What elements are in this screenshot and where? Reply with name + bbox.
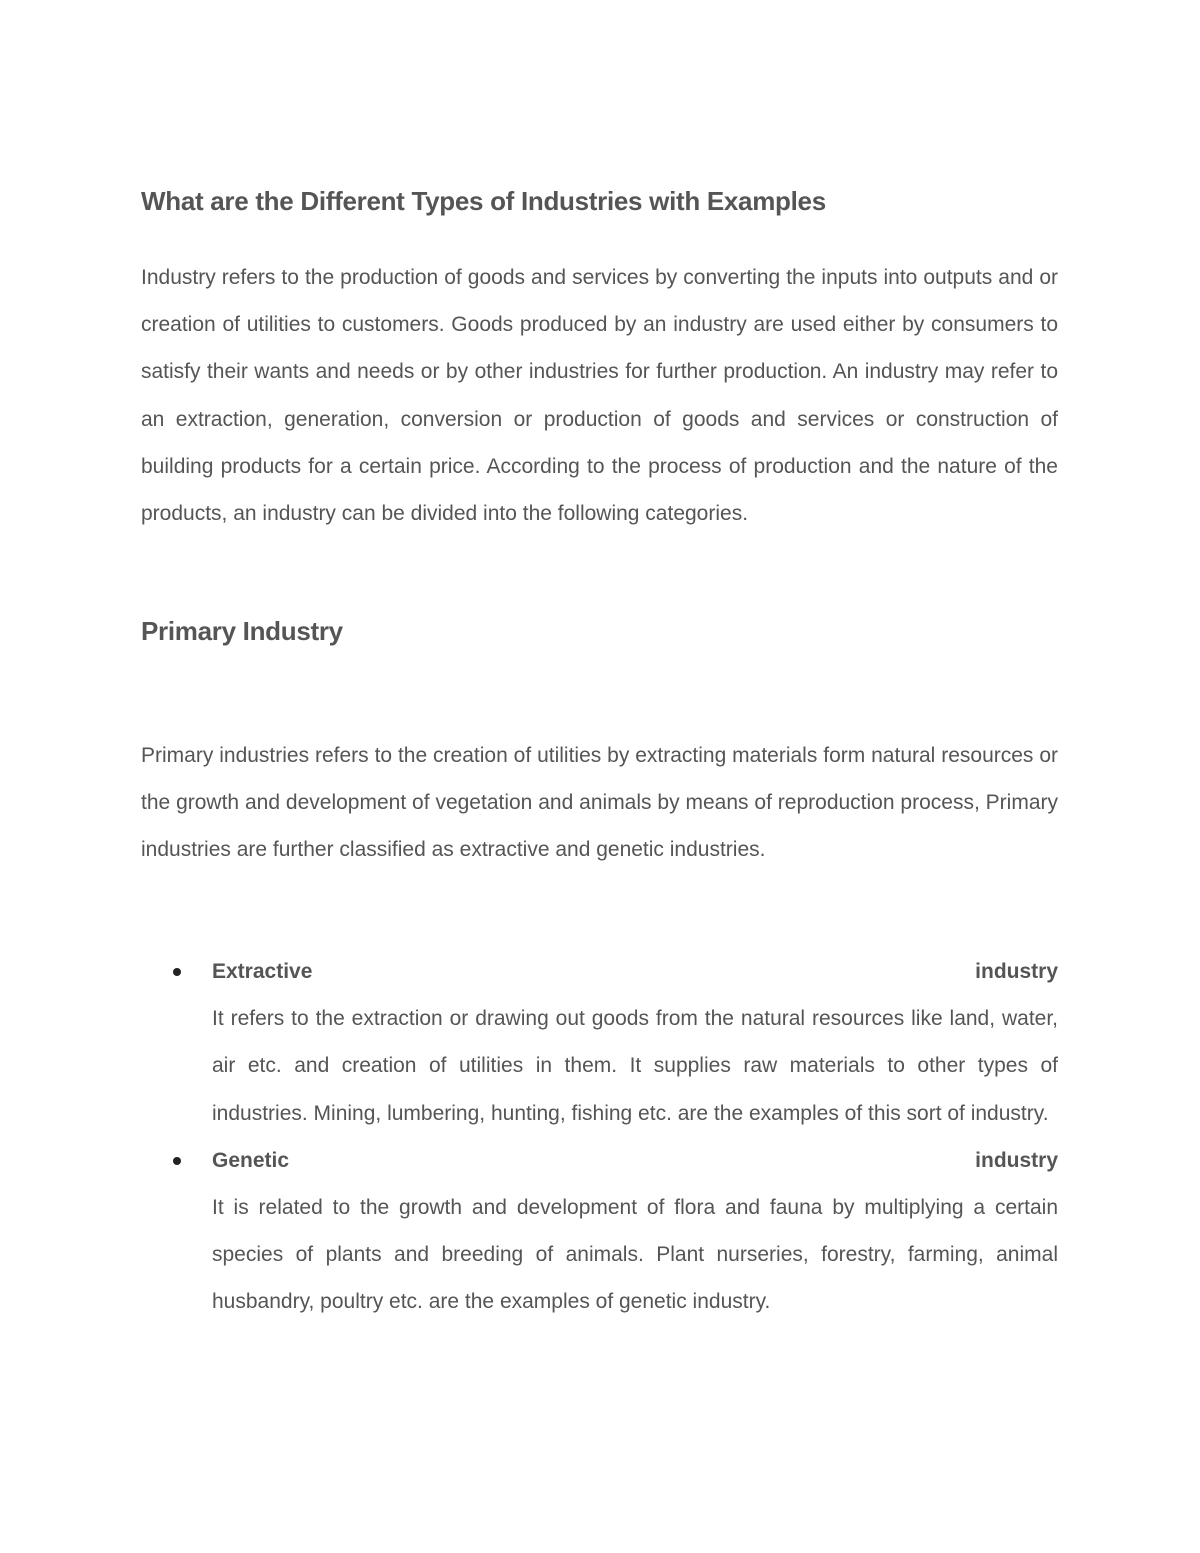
- primary-industry-heading: Primary Industry: [141, 616, 343, 646]
- bullet-icon: [173, 1157, 181, 1165]
- list-item-genetic: [141, 1137, 1058, 1326]
- document-title: What are the Different Types of Industries with Examples: [141, 186, 826, 216]
- list-item-body: It refers to the extraction or drawing out goods from the natural resources like land, water, air etc. and creation of utilities in them. It supplies raw materials to other types of industries. Mining, lumbering, hunting, fishing etc. are the examples of this sort of industry.: [212, 1007, 1058, 1125]
- intro-paragraph: Industry refers to the production of goods and services by converting the inputs into outputs and or creation of utilities to customers. Goods produced by an industry are used either by consumers to satisfy their wants and needs or by other industries for further production. An industry may refer to an extraction, generation, conversion or production of goods and services or construction of building products for a certain price. According to the process of production and the nature of the products, an industry can be divided into the following categories.: [141, 266, 1058, 526]
- list-item-heading: [212, 1137, 1058, 1184]
- list-item-body: It is related to the growth and development of flora and fauna by multiplying a certain species of plants and breeding of animals. Plant nurseries, forestry, farming, animal husbandry, poultry etc. are the examples of genetic industry.: [212, 1196, 1058, 1314]
- list-item-label-suffix: industry: [975, 1148, 1058, 1172]
- list-item-label: Genetic: [212, 1148, 290, 1172]
- list-item-label: Extractive: [212, 960, 313, 983]
- list-item-label-suffix: industry: [975, 960, 1058, 983]
- bullet-icon: [173, 968, 181, 976]
- primary-industry-paragraph: Primary industries refers to the creation of utilities by extracting materials form natural resources or the growth and development of vegetation and animals by means of reproduction process, Primary industries are further classified as extractive and genetic industries.: [141, 744, 1058, 862]
- list-item-extractive: [141, 948, 1058, 1137]
- industry-type-list: [141, 948, 1058, 1326]
- list-item-heading: [212, 948, 1058, 995]
